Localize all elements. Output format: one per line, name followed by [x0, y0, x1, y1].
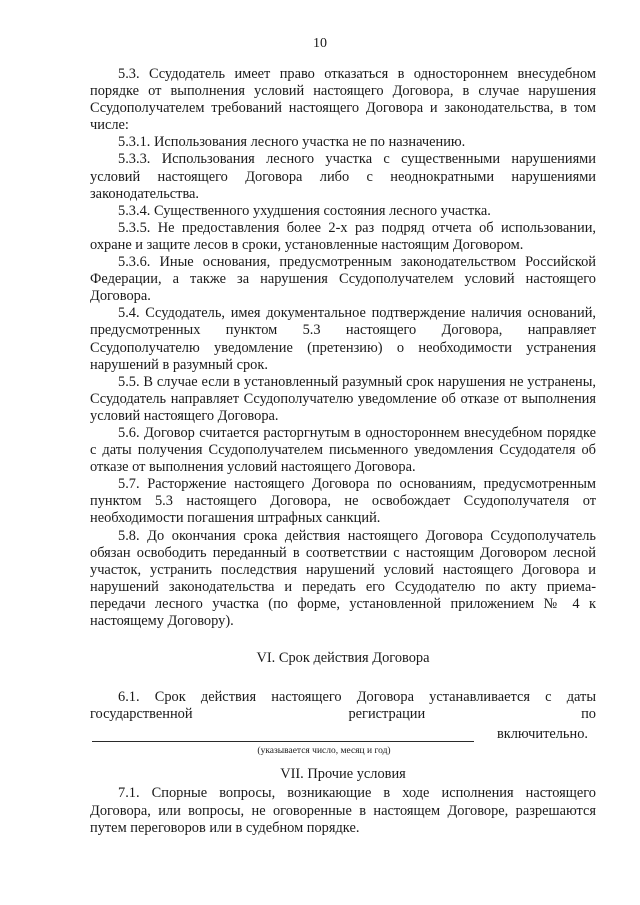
term-end-line — [90, 725, 596, 744]
clause-5-7: 5.7. Расторжение настоящего Договора по основаниям, предусмотренным пунктом 5.3 настоящего Договора, не освобождает Ссудополучателя от необходимости погашения штрафных санкций. — [90, 476, 596, 527]
clause-5-4: 5.4. Ссудодатель, имея документальное подтверждение наличия оснований, предусмотренных пунктом 5.3 настоящего Договора, направляет Ссудополучателю уведомление (претензию) о необходимости устранения нарушений в разумный срок. — [90, 305, 596, 373]
inclusive-text: включительно. — [496, 726, 588, 743]
clause-5-6: 5.6. Договор считается расторгнутым в одностороннем внесудебном порядке с даты получения Ссудополучателем письменного уведомления Ссудодателя об отказе от выполнения условий настоящего Договора. — [90, 424, 596, 476]
clause-5-3-3: 5.3.3. Использования лесного участка с существенными нарушениями условий настоящего Договора либо с неоднократными нарушениями законодательства. — [90, 151, 596, 202]
clause-5-3: 5.3. Ссудодатель имеет право отказаться в одностороннем внесудебном порядке от выполнения условий настоящего Договора, в случае нарушения Ссудополучателем требований настоящего Договора и законодательства, в том числе: — [90, 66, 596, 134]
section-7-heading: VII. Прочие условия — [280, 766, 406, 783]
clause-5-8: 5.8. До окончания срока действия настоящего Договора Ссудополучатель обязан освободить переданный в соответствии с настоящим Договором лесной участок, устранить последствия нарушений условий настоящего Договора и нарушений законодательства и передать его Ссудодателю по акту приема-передачи лесного участка (по форме, установленной приложением № 4 к настоящему Договору). — [90, 527, 596, 629]
page-number: 10 — [313, 36, 327, 51]
clause-5-5: 5.5. В случае если в установленный разумный срок нарушения не устранены, Ссудодатель направляет Ссудополучателю уведомление об отказе от выполнения условий настоящего Договора. — [90, 373, 596, 424]
date-blank-rule — [92, 741, 474, 742]
section-6-heading: VI. Срок действия Договора — [256, 650, 430, 667]
date-caption: (указывается число, месяц и год) — [257, 746, 391, 757]
document-body — [90, 66, 596, 837]
clause-5-3-1: 5.3.1. Использования лесного участка не по назначению. — [118, 134, 466, 151]
clause-7-1: 7.1. Спорные вопросы, возникающие в ходе исполнения настоящего Договора, или вопросы, не оговоренные в настоящем Договоре, разрешаются путем переговоров или в судебном порядке. — [90, 785, 596, 836]
clause-6-1: 6.1. Срок действия настоящего Договора устанавливается с даты государственной регистрации по — [90, 689, 596, 723]
clause-5-3-5: 5.3.5. Не предоставления более 2-х раз подряд отчета об использовании, охране и защите лесов в сроки, установленные настоящим Договором. — [90, 219, 596, 253]
clause-5-3-6: 5.3.6. Иные основания, предусмотренным законодательством Российской Федерации, а также за нарушения Ссудополучателем условий настоящего Договора. — [90, 254, 596, 305]
clause-5-3-4: 5.3.4. Существенного ухудшения состояния лесного участка. — [118, 202, 491, 219]
